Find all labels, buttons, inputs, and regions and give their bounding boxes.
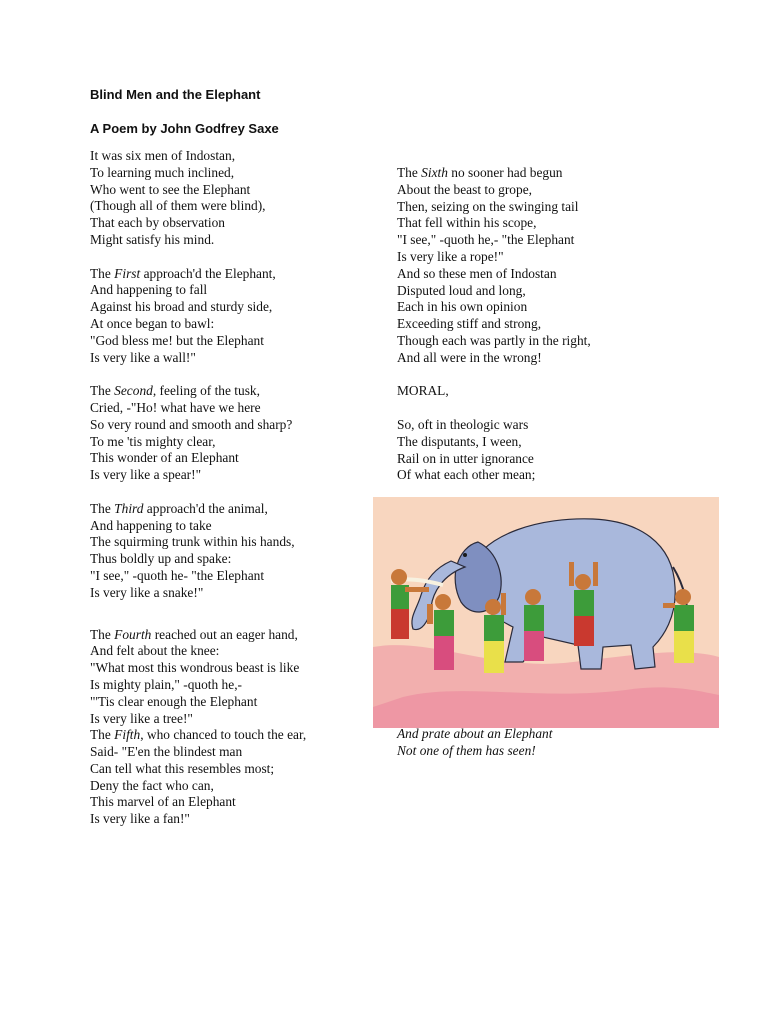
- pants: [524, 631, 544, 661]
- ordinal-emphasis: Sixth: [421, 165, 448, 180]
- shirt: [434, 610, 454, 636]
- poem-line: At once began to bawl:: [90, 315, 215, 331]
- poem-line: Who went to see the Elephant: [90, 181, 251, 197]
- poem-line: Thus boldly up and spake:: [90, 551, 232, 567]
- poem-line: "What most this wondrous beast is like: [90, 660, 300, 676]
- poem-line: (Though all of them were blind),: [90, 198, 266, 214]
- poem-line: Against his broad and sturdy side,: [90, 299, 273, 315]
- stanza-gap: [397, 367, 591, 384]
- arm: [501, 593, 506, 615]
- poem-line: [90, 501, 306, 518]
- stanza-4: [90, 501, 306, 602]
- moral-stanza: [397, 417, 591, 484]
- poem-line: "I see," -quoth he,- "the Elephant: [397, 232, 575, 248]
- shirt: [574, 590, 594, 616]
- ordinal-emphasis: Second: [114, 383, 153, 399]
- poem-line: About the beast to grope,: [397, 181, 532, 197]
- poem-line: Is very like a rope!": [397, 248, 504, 264]
- poem-line: Said- "E'en the blindest man: [90, 744, 243, 760]
- line-part: , feeling of the tusk,: [152, 383, 260, 399]
- head: [485, 599, 501, 615]
- poem-line: So, oft in theologic wars: [397, 416, 529, 432]
- poem-line: And happening to take: [90, 517, 212, 533]
- poem-line: [90, 727, 306, 744]
- poem-line: Can tell what this resembles most;: [90, 760, 275, 776]
- shirt: [524, 605, 544, 631]
- poem-line: [90, 627, 306, 644]
- poem-line: The disputants, I ween,: [397, 433, 522, 449]
- arm: [569, 562, 574, 586]
- caption-line: Not one of them has seen!: [397, 742, 536, 758]
- poem-line: Though each was partly in the right,: [397, 332, 591, 348]
- poem-line: Cried, -"Ho! what have we here: [90, 399, 261, 415]
- poem-right-column: [397, 165, 591, 484]
- poem-line: Then, seizing on the swinging tail: [397, 198, 579, 214]
- poem-line: [90, 266, 306, 283]
- shirt: [484, 615, 504, 641]
- stanza-gap: [90, 602, 306, 627]
- arm: [663, 603, 675, 608]
- line-part: no sooner had begun: [447, 165, 563, 180]
- poem-line: Is very like a snake!": [90, 584, 204, 600]
- head: [575, 574, 591, 590]
- poem-line: Exceeding stiff and strong,: [397, 316, 542, 332]
- stanza-5: [90, 627, 306, 829]
- document-subtitle: A Poem by John Godfrey Saxe: [90, 121, 279, 136]
- head: [525, 589, 541, 605]
- ordinal-emphasis: First: [114, 265, 141, 281]
- stanza-6: [397, 165, 591, 367]
- pants: [574, 616, 594, 646]
- poem-line: [90, 383, 306, 400]
- line-part: The: [90, 727, 115, 743]
- stanza-1: [90, 148, 306, 249]
- poem-line: "God bless me! but the Elephant: [90, 332, 264, 348]
- illustration-caption: [397, 726, 552, 760]
- moral-heading: MORAL,: [397, 383, 449, 399]
- poem-line: "'Tis clear enough the Elephant: [90, 693, 258, 709]
- poem-line: To learning much inclined,: [90, 164, 235, 180]
- poem-line: So very round and smooth and sharp?: [90, 416, 293, 432]
- ordinal-emphasis: Third: [114, 500, 144, 516]
- poem-line: Is very like a fan!": [90, 811, 190, 827]
- line-part: approach'd the animal,: [143, 500, 268, 516]
- line-part: The: [90, 626, 115, 642]
- arm: [593, 562, 598, 586]
- line-part: approach'd the Elephant,: [140, 265, 276, 281]
- line-part: The: [90, 500, 115, 516]
- poem-line: Is very like a spear!": [90, 467, 202, 483]
- poem-line: To me 'tis mighty clear,: [90, 433, 216, 449]
- poem-line: Is very like a wall!": [90, 349, 196, 365]
- head: [675, 589, 691, 605]
- pants: [391, 609, 409, 639]
- caption-line: And prate about an Elephant: [397, 726, 553, 741]
- ordinal-emphasis: Fifth: [114, 727, 141, 743]
- poem-line: Rail on in utter ignorance: [397, 450, 534, 466]
- poem-line: Is mighty plain," -quoth he,-: [90, 676, 242, 692]
- head: [391, 569, 407, 585]
- head: [435, 594, 451, 610]
- stanza-3: [90, 383, 306, 484]
- line-part: The: [90, 265, 115, 281]
- ordinal-emphasis: Fourth: [114, 626, 152, 642]
- poem-line: And all were in the wrong!: [397, 349, 542, 365]
- blind-man-3: [484, 593, 506, 673]
- poem-line: The squirming trunk within his hands,: [90, 534, 295, 550]
- line-part: , who chanced to touch the ear,: [140, 727, 307, 743]
- poem-line: This wonder of an Elephant: [90, 450, 239, 466]
- stanza-gap: [90, 484, 306, 501]
- stanza-2: [90, 266, 306, 367]
- poem-line: And felt about the knee:: [90, 643, 220, 659]
- stanza-gap: [90, 249, 306, 266]
- poem-line: Of what each other mean;: [397, 467, 536, 483]
- poem-line: This marvel of an Elephant: [90, 794, 236, 810]
- pants: [434, 636, 454, 670]
- poem-line: And so these men of Indostan: [397, 265, 557, 281]
- poem-line: Each in his own opinion: [397, 299, 528, 315]
- poem-line: And happening to fall: [90, 282, 208, 298]
- line-part: The: [90, 383, 115, 399]
- elephant-eye: [463, 553, 467, 557]
- poem-line: "I see," -quoth he- "the Elephant: [90, 567, 265, 583]
- poem-line: It was six men of Indostan,: [90, 148, 236, 163]
- line-part: reached out an eager hand,: [151, 626, 298, 642]
- illustration-svg: [373, 497, 719, 728]
- pants: [674, 631, 694, 663]
- poem-left-column: [90, 148, 306, 828]
- poem-line: Is very like a tree!": [90, 710, 193, 726]
- line-part: The: [397, 165, 422, 180]
- arm: [405, 587, 429, 592]
- arm: [427, 604, 433, 624]
- poem-line: Might satisfy his mind.: [90, 231, 215, 247]
- stanza-gap: [90, 366, 306, 383]
- document-title: Blind Men and the Elephant: [90, 87, 261, 102]
- poem-line: Disputed loud and long,: [397, 282, 526, 298]
- poem-line: [397, 165, 591, 182]
- pants: [484, 641, 504, 673]
- blind-men-elephant-illustration: [373, 497, 719, 728]
- stanza-gap: [397, 400, 591, 417]
- shirt: [674, 605, 694, 631]
- poem-line: That fell within his scope,: [397, 215, 537, 231]
- poem-line: Deny the fact who can,: [90, 777, 214, 793]
- poem-line: That each by observation: [90, 215, 225, 231]
